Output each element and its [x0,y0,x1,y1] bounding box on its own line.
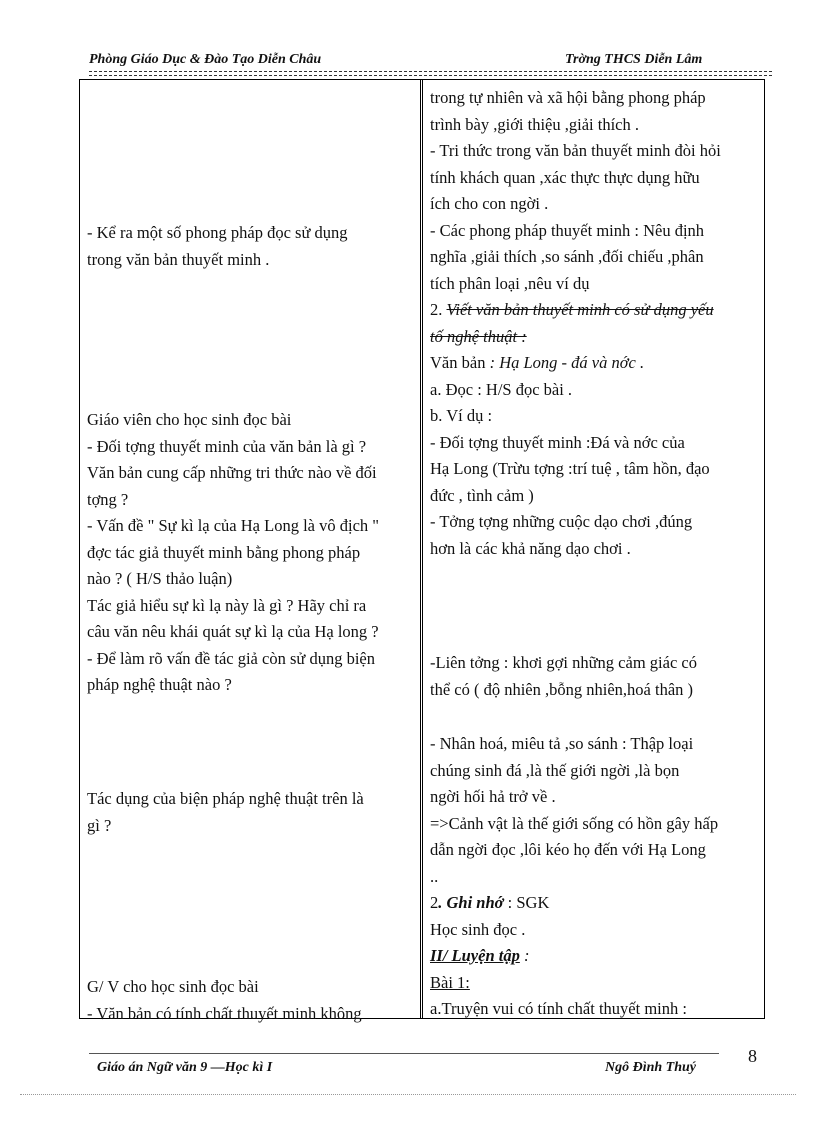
bai-1-heading: Bài 1: [430,972,470,992]
left-line: - Đối tợng thuyết minh của văn bản là gì ? [87,436,367,456]
right-line: hơn là các khả năng dạo chơi . [430,538,631,558]
right-line: - Các phong pháp thuyết minh : Nêu định [430,220,705,240]
left-line: Văn bản cung cấp những tri thức nào về đối [87,463,377,482]
left-line: gì ? [87,815,112,835]
header-school-name: Trờng THCS Diễn Lâm [565,52,703,67]
ghi-nho-label: . Ghi nhớ [438,893,504,912]
left-line: - Văn bản có tính chất thuyết minh không [87,1003,362,1023]
left-line: - Để làm rõ vấn đề tác giả còn sử dụng biện [87,648,375,668]
right-line: trình bày ,giới thiệu ,giải thích . [430,114,639,134]
section-2-title: Viết văn bản thuyết minh có sử dụng yếu [446,300,714,319]
right-line: - Tởng tợng những cuộc dạo chơi ,đúng [430,512,693,531]
vanban-line [430,350,760,377]
right-line: tích phân loại ,nêu ví dụ [430,273,590,293]
right-block-1 [430,85,760,562]
right-line: .. [430,866,439,886]
left-block-3 [87,786,417,839]
section-2-heading [430,297,760,324]
section-2-number: 2. [430,300,447,319]
vanban-title: : Hạ Long - đá và nớc . [489,353,645,372]
ghi-nho-rest: : SGK [503,893,550,912]
right-line: đức , tình cảm ) [430,485,534,505]
left-line: nào ? ( H/S thảo luận) [87,569,233,588]
footer-rule [89,1053,719,1054]
right-line: - Đối tợng thuyết minh :Đá và nớc của [430,432,685,452]
right-block-2 [430,650,760,703]
header-school-dept: Phòng Giáo Dục & Đào Tạo Diễn Châu [89,52,322,67]
right-line: ích cho con ngời . [430,194,549,213]
right-line: dẫn ngời đọc ,lôi kéo họ đến với Hạ Long [430,840,706,859]
luyen-tap-heading [430,943,760,970]
right-line: =>Cảnh vật là thế giới sống có hồn gây hấp [430,813,719,833]
page-number: 8 [748,1046,757,1066]
right-line: chúng sinh đá ,là thế giới ngời ,là bọn [430,760,680,780]
left-line: Tác dụng của biện pháp nghệ thuật trên là [87,789,364,808]
right-line: tính khách quan ,xác thực thực dụng hữu [430,167,700,187]
left-block-4 [87,974,417,1027]
page-bottom-dots [20,1094,796,1095]
luyen-tap-colon: : [519,946,530,965]
left-line: pháp nghệ thuật nào ? [87,675,232,694]
column-divider [420,79,423,1019]
right-line: Hạ Long (Trừu tợng :trí tuệ , tâm hồn, đạo [430,459,710,478]
right-line: Học sinh đọc . [430,919,526,939]
right-line: nghĩa ,giải thích ,so sánh ,đối chiếu ,phân [430,247,704,266]
left-line: đợc tác giả thuyết minh bằng phong pháp [87,542,361,562]
left-line: trong văn bản thuyết minh . [87,249,270,269]
right-line: a.Truyện vui có tính chất thuyết minh : [430,999,687,1018]
left-line: G/ V cho học sinh đọc bài [87,977,259,996]
right-line: trong tự nhiên và xã hội bằng phong pháp [430,88,706,107]
section-2-title-cont: tố nghệ thuật : [430,326,527,346]
right-line: - Nhân hoá, miêu tả ,so sánh : Thập loại [430,734,694,753]
left-line: câu văn nêu khái quát sự kì lạ của Hạ long ? [87,622,379,641]
footer-author: Ngô Đình Thuý [605,1060,697,1075]
left-line: - Vấn đề " Sự kì lạ của Hạ Long là vô địch " [87,516,379,535]
right-line: a. Đọc : H/S đọc bài . [430,379,573,399]
ghi-nho-line [430,890,760,917]
right-line: thể có ( độ nhiên ,bỗng nhiên,hoá thân ) [430,679,694,699]
left-line: - Kể ra một số phong pháp đọc sử dụng [87,223,348,242]
ghi-nho-number: 2 [430,893,439,912]
left-line: tợng ? [87,489,129,509]
right-line: ngời hối hả trở về . [430,787,556,806]
vanban-label: Văn bản [430,353,490,372]
left-block-1 [87,220,417,273]
right-block-3 [430,731,760,1023]
right-line: -Liên tởng : khơi gợi những cảm giác có [430,653,697,672]
right-line: - Tri thức trong văn bản thuyết minh đòi hỏi [430,141,721,160]
left-block-2 [87,407,417,699]
left-line: Giáo viên cho học sinh đọc bài [87,410,292,429]
right-line: b. Ví dụ : [430,406,493,425]
footer-course: Giáo án Ngữ văn 9 —Học kì I [97,1060,273,1075]
left-line: Tác giả hiểu sự kì lạ này là gì ? Hãy chỉ ra [87,595,367,615]
header-rule [89,71,772,76]
luyen-tap-title: II/ Luyện tập [430,946,520,965]
